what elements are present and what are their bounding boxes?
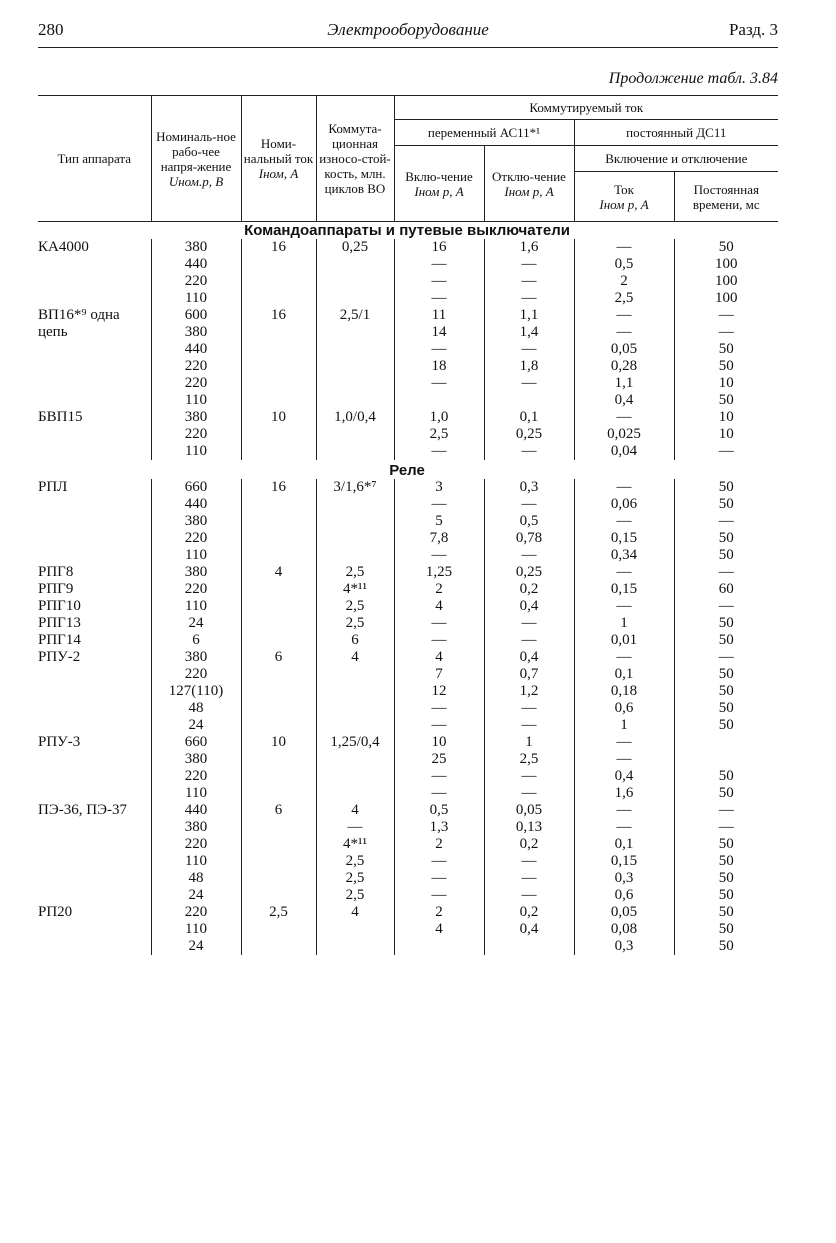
header-switched-current: Коммутируемый ток bbox=[394, 96, 778, 120]
table-continuation-label: Продолжение табл. 3.84 bbox=[608, 70, 778, 87]
header-current-symbol: Iном, А bbox=[258, 166, 299, 181]
cell-time-constant: — 60 — 50 50 bbox=[674, 564, 778, 649]
cell-endurance: 1,25/0,4 bbox=[316, 734, 394, 802]
header-type: Тип аппарата bbox=[38, 96, 151, 222]
section-title: Реле bbox=[389, 462, 425, 479]
table-row bbox=[38, 802, 778, 904]
cell-ac-off: 1 2,5 — — bbox=[484, 734, 574, 802]
header-on-label: Вклю-чение bbox=[405, 168, 473, 184]
header-off-label: Отклю-чение bbox=[492, 168, 566, 184]
cell-dc-current: — 0,025 0,04 bbox=[574, 409, 674, 460]
table-row bbox=[38, 734, 778, 802]
cell-type: РПГ8 РПГ9 РПГ10 РПГ13 РПГ14 bbox=[38, 564, 81, 648]
cell-dc-current: 0,05 0,08 0,3 bbox=[574, 904, 674, 955]
cell-ac-off: 0,1 0,25 — bbox=[484, 409, 574, 460]
cell-time-constant: 10 10 — bbox=[674, 409, 778, 460]
table-row bbox=[38, 409, 778, 460]
cell-dc-current: — 0,15 — 1 0,01 bbox=[574, 564, 674, 649]
cell-ac-off: 0,25 0,2 0,4 — — bbox=[484, 564, 574, 649]
cell-dc-current: — — 0,1 0,15 0,3 0,6 bbox=[574, 802, 674, 904]
cell-endurance: 4 — 4*¹¹ 2,5 2,5 2,5 bbox=[316, 802, 394, 904]
table-row bbox=[38, 649, 778, 734]
cell-type: РПУ-3 bbox=[38, 734, 81, 750]
cell-dc-current: — — 0,4 1,6 bbox=[574, 734, 674, 802]
cell-type: БВП15 bbox=[38, 409, 83, 425]
header-rule bbox=[38, 47, 778, 48]
cell-dc-current: — 0,5 2 2,5 bbox=[574, 239, 674, 307]
header-ac: переменный АС11*¹ bbox=[394, 120, 574, 146]
running-title: Электрооборудование bbox=[327, 20, 489, 39]
header-voltage-symbol: Uном.р, В bbox=[168, 173, 224, 189]
cell-voltage: 380 220 110 24 6 bbox=[151, 564, 241, 649]
section-label: Разд. 3 bbox=[728, 20, 778, 39]
header-off-symbol: Iном р, А bbox=[504, 183, 554, 199]
header-voltage-label: Номиналь-ное рабо-чее напря-жение bbox=[156, 128, 236, 174]
header-dc-current bbox=[574, 172, 674, 222]
section-row bbox=[38, 222, 778, 240]
cell-ac-on: 11 14 — 18 — bbox=[394, 307, 484, 409]
header-dc-onoff: Включение и отключение bbox=[574, 146, 778, 172]
header-on bbox=[394, 146, 484, 222]
cell-ac-on: 1,0 2,5 — bbox=[394, 409, 484, 460]
cell-voltage: 660 380 220 110 bbox=[151, 734, 241, 802]
cell-ac-on: 4 7 12 — — bbox=[394, 649, 484, 734]
cell-voltage: 600 380 440 220 220 110 bbox=[151, 307, 241, 409]
cell-type: ПЭ-36, ПЭ-37 bbox=[38, 802, 127, 818]
cell-endurance: 4 bbox=[316, 904, 394, 955]
cell-ac-on: 2 4 bbox=[394, 904, 484, 955]
cell-ac-off: 0,2 0,4 bbox=[484, 904, 574, 955]
section-row bbox=[38, 460, 778, 479]
header-time-constant: Постоянная времени, мс bbox=[674, 172, 778, 222]
cell-ac-off: 0,4 0,7 1,2 — — bbox=[484, 649, 574, 734]
page-header bbox=[38, 20, 778, 46]
cell-type: РПУ-2 bbox=[38, 649, 81, 665]
cell-current: 10 bbox=[241, 734, 316, 802]
cell-current: 16 bbox=[241, 307, 316, 409]
cell-current: 2,5 bbox=[241, 904, 316, 955]
cell-time-constant: — — 50 50 50 50 bbox=[674, 802, 778, 904]
header-voltage bbox=[151, 96, 241, 222]
cell-voltage: 380 220 110 bbox=[151, 409, 241, 460]
page-number: 280 bbox=[38, 20, 64, 39]
cell-endurance: 0,25 bbox=[316, 239, 394, 307]
cell-current: 16 bbox=[241, 239, 316, 307]
cell-time-constant: 50 100 100 100 bbox=[674, 239, 778, 307]
header-off bbox=[484, 146, 574, 222]
table-row bbox=[38, 904, 778, 955]
cell-type: РПЛ bbox=[38, 479, 68, 495]
header-endurance: Коммута-ционная износо-стой-кость, млн. циклов ВО bbox=[316, 96, 394, 222]
cell-endurance: 2,5 4*¹¹ 2,5 2,5 6 bbox=[316, 564, 394, 649]
cell-time-constant: 50 50 50 bbox=[674, 904, 778, 955]
table-row bbox=[38, 564, 778, 649]
cell-endurance: 3/1,6*⁷ bbox=[316, 479, 394, 564]
table-row bbox=[38, 307, 778, 409]
table-body bbox=[38, 222, 778, 956]
cell-voltage: 380 440 220 110 bbox=[151, 239, 241, 307]
cell-time-constant: — — 50 50 10 50 bbox=[674, 307, 778, 409]
cell-time-constant: 50 50 bbox=[674, 734, 778, 802]
cell-ac-on: 3 — 5 7,8 — bbox=[394, 479, 484, 564]
header-current bbox=[241, 96, 316, 222]
section-title: Командоаппараты и путевые выключатели bbox=[244, 222, 570, 239]
cell-current: 6 bbox=[241, 649, 316, 734]
cell-voltage: 220 110 24 bbox=[151, 904, 241, 955]
cell-ac-off: 1,1 1,4 — 1,8 — bbox=[484, 307, 574, 409]
cell-current: 16 bbox=[241, 479, 316, 564]
cell-dc-current: — 0,1 0,18 0,6 1 bbox=[574, 649, 674, 734]
cell-ac-off: 0,3 — 0,5 0,78 — bbox=[484, 479, 574, 564]
cell-type: КА4000 bbox=[38, 239, 89, 255]
cell-ac-on: 10 25 — — bbox=[394, 734, 484, 802]
cell-current: 10 bbox=[241, 409, 316, 460]
cell-ac-on: 1,25 2 4 — — bbox=[394, 564, 484, 649]
cell-time-constant: 50 50 — 50 50 bbox=[674, 479, 778, 564]
cell-endurance: 2,5/1 bbox=[316, 307, 394, 409]
cell-dc-current: — 0,06 — 0,15 0,34 bbox=[574, 479, 674, 564]
cell-dc-current: — — 0,05 0,28 1,1 0,4 bbox=[574, 307, 674, 409]
cell-voltage: 440 380 220 110 48 24 bbox=[151, 802, 241, 904]
cell-voltage: 660 440 380 220 110 bbox=[151, 479, 241, 564]
header-dc-current-symbol: Iном р, А bbox=[599, 196, 649, 212]
cell-ac-on: 0,5 1,3 2 — — — bbox=[394, 802, 484, 904]
cell-current: 6 bbox=[241, 802, 316, 904]
table-header bbox=[38, 96, 778, 222]
header-dc-current-label: Ток bbox=[614, 181, 634, 197]
header-on-symbol: Iном р, А bbox=[414, 183, 464, 199]
cell-ac-on: 16 — — — bbox=[394, 239, 484, 307]
header-current-label: Номи-нальный ток bbox=[243, 136, 314, 166]
cell-ac-off: 1,6 — — — bbox=[484, 239, 574, 307]
cell-current: 4 bbox=[241, 564, 316, 649]
cell-type: ВП16*⁹ одна цепь bbox=[38, 307, 120, 340]
header-dc: постоянный ДС11 bbox=[574, 120, 778, 146]
cell-ac-off: 0,05 0,13 0,2 — — — bbox=[484, 802, 574, 904]
cell-endurance: 1,0/0,4 bbox=[316, 409, 394, 460]
table-row bbox=[38, 239, 778, 307]
table-row bbox=[38, 479, 778, 564]
cell-endurance: 4 bbox=[316, 649, 394, 734]
equipment-table bbox=[38, 95, 778, 955]
cell-type: РП20 bbox=[38, 904, 73, 920]
cell-voltage: 380 220 127(110) 48 24 bbox=[151, 649, 241, 734]
cell-time-constant: — 50 50 50 50 bbox=[674, 649, 778, 734]
